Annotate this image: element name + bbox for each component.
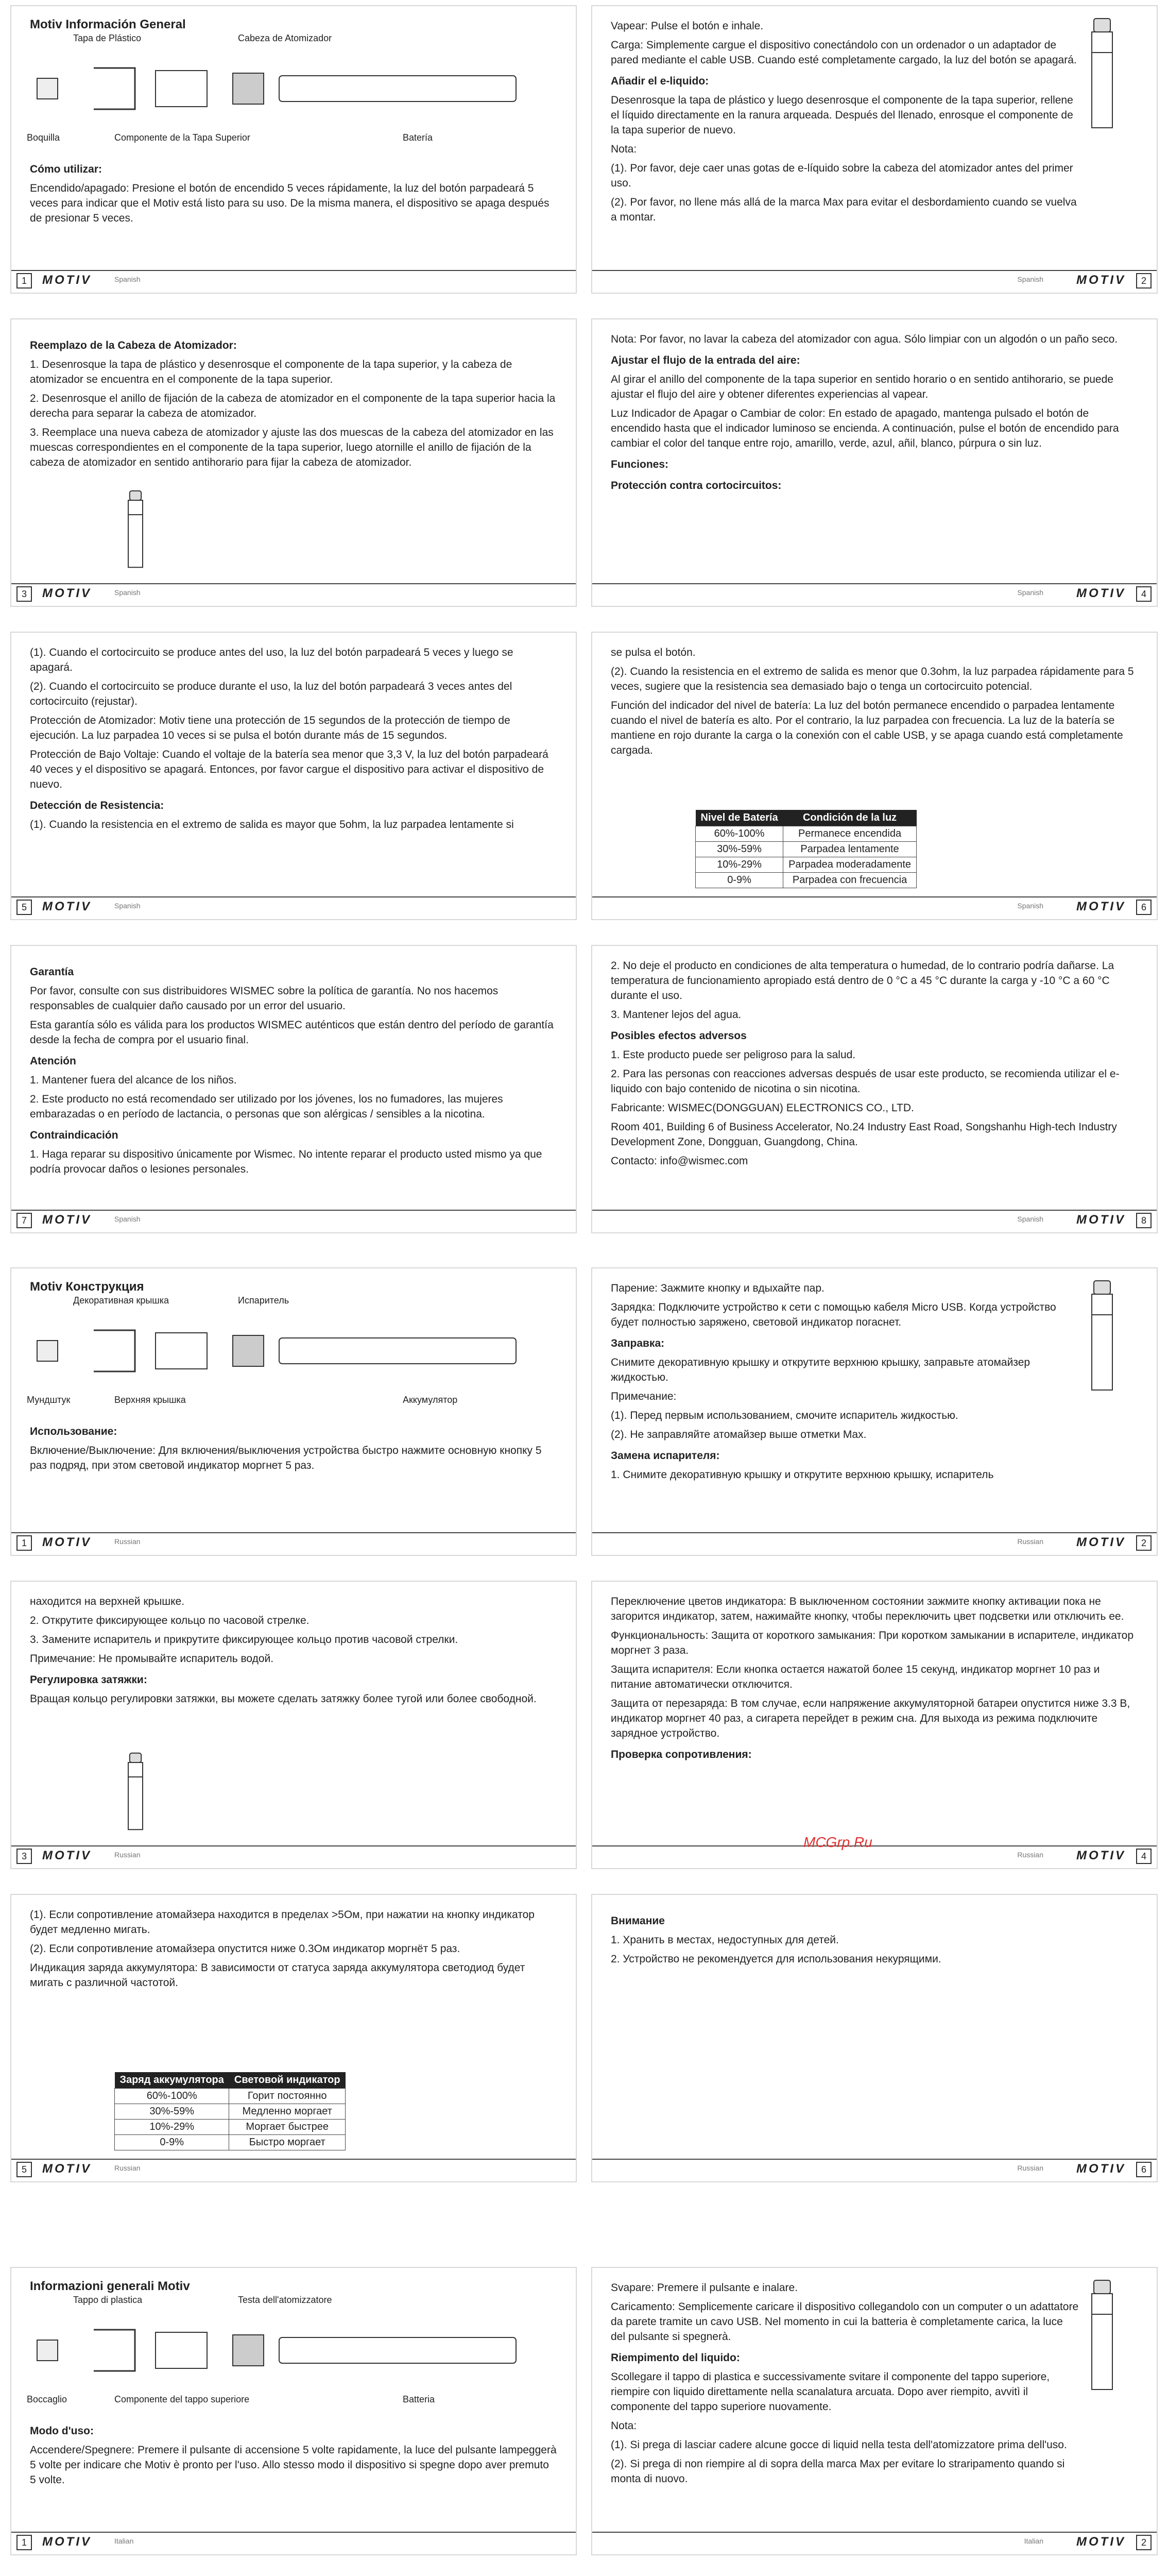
page-footer [592,583,1157,602]
language-label: Russian [1017,2164,1043,2172]
section-heading: Cómo utilizar: [30,163,102,175]
page-footer [592,2159,1157,2177]
brand-logo: MOTIV [1076,273,1126,287]
paragraph: (1). Если сопротивление атомайзера находится в пределах >5Ом, при нажатии на кнопку индикатор будет медленно мигать. [30,1909,535,1936]
page-text [30,332,557,474]
page-footer [11,1532,576,1551]
page-footer [11,896,576,915]
paragraph: Fabricante: WISMEC(DONGGUAN) ELECTRONICS CO., LTD. [611,1102,914,1114]
battery-level-table [695,810,917,888]
table-row: 60%-100% Permanece encendida [696,826,917,842]
paragraph: 3. Reemplace una nueva cabeza de atomizador y ajuste las dos muescas de la cabeza del atomizador en las muescas correspondientes en el componente de la tapa superior, luego atornille el anillo de fijación de la cabeza de atomizador en sentido antihorario para fijar la cabeza de atomizador. [30,427,554,468]
paragraph: Nota: [611,2420,637,2432]
page-footer [11,2159,576,2177]
language-label: Italian [114,2537,134,2545]
section-heading: Замена испарителя: [611,1450,720,1462]
paragraph: Función del indicador del nivel de batería: La luz del botón permanece encendido o parpadea lentamente cuando el nivel de batería es alto. Por el contrario, la luz parpadea con frecuencia. La luz de la batería se mantiene en rojo durante la carga o la conexión con el cable USB, y se apaga cuando está completamente cargada. [611,700,1123,756]
language-label: Spanish [114,588,141,597]
paragraph: Protección de Bajo Voltaje: Cuando el voltaje de la batería sea menor que 3,3 V, la luz del botón parpadeará 40 veces y el dispositivo se apagará. Entonces, por favor cargue el dispositivo para activar el dispositivo de nuevo. [30,749,548,790]
manual-page-spanish-1 [10,5,577,294]
page-text [611,19,1079,229]
page-footer [592,2532,1157,2550]
page-number: 2 [1136,273,1152,289]
paragraph: Scollegare il tappo di plastica e successivamente svitare il componente del tappo superiore, riempire con liquido direttamente nella scanalatura arcuata. Dopo aver riempito, avvitì il componente del tappo superiore nuovamente. [611,2371,1050,2413]
table-header: Nivel de Batería [696,810,783,826]
page-text [30,958,557,1181]
paragraph: 1. Este producto puede ser peligroso para la salud. [611,1049,856,1061]
paragraph: 3. Замените испаритель и прикрутите фиксирующее кольцо против часовой стрелки. [30,1634,458,1646]
language-label: Spanish [1017,588,1043,597]
language-label: Russian [114,1537,141,1546]
brand-logo: MOTIV [42,900,92,913]
section-heading: Posibles efectos adversos [611,1030,747,1042]
diagram-label: Верхняя крышка [114,1395,186,1405]
paragraph: Переключение цветов индикатора: В выключенном состоянии зажмите кнопку активации пока не загорится индикатор, затем, нажимайте кнопку, чтобы переключить цвет подсветки или отключить ее. [611,1596,1124,1622]
paragraph: (1). Si prega di lasciar cadere alcune gocce di liquid nella testa dell'atomizzatore prima dell'uso. [611,2439,1067,2451]
section-heading: Funciones: [611,459,669,470]
paragraph: 2. Desenrosque el anillo de fijación de la cabeza de atomizador en el componente de la tapa superior hacia la derecha para separar la cabeza de atomizador. [30,393,556,419]
page-number: 8 [1136,1213,1152,1228]
paragraph: (2). Si prega di non riempire al di sopra della marca Max per evitare lo straripamento quando si monta di nuovo. [611,2458,1065,2485]
page-text [30,156,557,230]
brand-logo: MOTIV [42,1535,92,1549]
table-header: Заряд аккумулятора [115,2072,229,2089]
manual-page-italian-1 [10,2267,577,2555]
table-header: Световой индикатор [229,2072,346,2089]
section-heading: Использование: [30,1426,117,1437]
brand-logo: MOTIV [1076,1849,1126,1862]
paragraph: Al girar el anillo del componente de la tapa superior en sentido horario o en sentido antihorario, se puede ajustar el flujo del aire y obtener diferentes experiencias al vapear. [611,374,1113,400]
manual-page-russian-6 [591,1894,1158,2182]
section-heading: Внимание [611,1915,665,1927]
section-heading: Reemplazo de la Cabeza de Atomizador: [30,340,237,351]
section-heading: Garantía [30,966,74,978]
paragraph: Примечание: Не промывайте испаритель водой. [30,1653,274,1665]
language-label: Russian [1017,1537,1043,1546]
diagram-label: Tappo di plastica [73,2295,143,2305]
paragraph: (1). Перед первым использованием, смочите испаритель жидкостью. [611,1410,958,1421]
page-text [30,645,557,836]
page-number: 5 [16,2162,32,2177]
paragraph: (1). Por favor, deje caer unas gotas de e-líquido sobre la cabeza del atomizador antes del primer uso. [611,162,1073,189]
section-heading: Detección de Resistencia: [30,800,164,811]
section-heading: Contraindicación [30,1129,118,1141]
section-heading: Заправка: [611,1337,665,1349]
language-label: Spanish [114,1215,141,1223]
diagram-label: Декоративная крышка [73,1295,169,1306]
diagram-label: Boccaglio [27,2394,67,2404]
paragraph: Парение: Зажмите кнопку и вдыхайте пар. [611,1282,825,1294]
brand-logo: MOTIV [42,586,92,600]
paragraph: Функциональность: Защита от короткого замыкания: При коротком замыкании в испарителе, индикатор моргнет 3 раза. [611,1630,1134,1656]
paragraph: Снимите декоративную крышку и открутите верхнюю крышку, заправьте атомайзер жидкостью. [611,1357,1030,1383]
paragraph: Por favor, consulte con sus distribuidores WISMEC sobre la política de garantía. No nos hacemos responsables de cualquier daño causado por un error del usuario. [30,985,499,1012]
diagram-label: Batería [403,132,433,143]
exploded-view-diagram [32,2314,547,2386]
paragraph: 2. No deje el producto en condiciones de alta temperatura o humedad, de lo contrario podría dañarse. La temperatura de funcionamiento apropiado está dentro de 0 °C a 45 °C durante la carga y -10 °C a 60 °C durante el uso. [611,960,1114,1002]
diagram-label: Мундштук [27,1395,71,1405]
paragraph: (2). Cuando el cortocircuito se produce durante el uso, la luz del botón parpadeará 3 veces antes del cortocircuito (rejustar). [30,681,512,707]
paragraph: (2). Por favor, no llene más allá de la marca Max para evitar el desbordamiento cuando se vuelva a montar. [611,196,1077,223]
table-row: 10%-29% Моргает быстрее [115,2120,346,2135]
page-footer [592,1210,1157,1228]
page-number: 3 [16,586,32,602]
paragraph: 1. Haga reparar su dispositivo únicamente por Wismec. No intente reparar el producto usted mismo ya que podría provocar daños o lesiones personales. [30,1148,542,1175]
manual-page-spanish-5 [10,632,577,920]
manual-page-russian-1 [10,1267,577,1556]
device-illustration [1087,16,1118,130]
diagram-label: Batteria [403,2394,435,2404]
page-title: Motiv Конструкция [30,1280,144,1294]
watermark: MCGrp.Ru [803,1834,872,1850]
brand-logo: MOTIV [1076,900,1126,913]
section-heading: Protección contra cortocircuitos: [611,480,782,492]
language-label: Spanish [114,902,141,910]
paragraph: Индикация заряда аккумулятора: В зависимости от статуса заряда аккумулятора светодиод будет мигать с различной частотой. [30,1962,525,1989]
diagram-label: Cabeza de Atomizador [238,33,332,43]
page-text [30,1594,557,1710]
section-heading: Ajustar el flujo de la entrada del aire: [611,354,800,366]
page-text [611,1594,1138,1766]
paragraph: Svapare: Premere il pulsante e inalare. [611,2282,798,2294]
page-footer [11,1845,576,1864]
table-header: Condición de la luz [783,810,917,826]
paragraph: Carga: Simplemente cargue el dispositivo conectándolo con un ordenador o un adaptador de pared mediante el cable USB. Cuando esté completamente cargado, la luz del botón se apagará. [611,39,1077,66]
page-number: 7 [16,1213,32,1228]
paragraph: (1). Cuando el cortocircuito se produce antes del uso, la luz del botón parpadeará 5 veces y luego se apagará. [30,647,513,673]
page-number: 4 [1136,1849,1152,1864]
page-number: 3 [16,1849,32,1864]
manual-page-italian-2 [591,2267,1158,2555]
paragraph: Protección de Atomizador: Motiv tiene una protección de 15 segundos de la protección de tiempo de ejecución. La luz parpadea 10 veces si se pulsa el botón durante más de 15 segundos. [30,715,510,741]
paragraph: (2). Если сопротивление атомайзера опустится ниже 0.3Ом индикатор моргнёт 5 раз. [30,1943,460,1955]
section-heading: Проверка сопротивления: [611,1749,752,1760]
page-text [30,1418,557,1477]
paragraph: 2. Para las personas con reacciones adversas después de usar este producto, se recomienda utilizar el e-liquido con bajo contenido de nicotina o sin nicotina. [611,1068,1120,1095]
manual-page-spanish-6 [591,632,1158,920]
page-footer [592,1532,1157,1551]
page-number: 1 [16,1535,32,1551]
diagram-label: Tapa de Plástico [73,33,142,43]
section-heading: Añadir el e-liquido: [611,75,709,87]
brand-logo: MOTIV [1076,1535,1126,1549]
paragraph: Nota: Por favor, no lavar la cabeza del atomizador con agua. Sólo limpiar con un algodón o un paño seco. [611,333,1118,345]
diagram-label: Testa dell'atomizzatore [238,2295,332,2305]
page-footer [592,270,1157,289]
brand-logo: MOTIV [42,2535,92,2549]
paragraph: Vapear: Pulse el botón e inhale. [611,20,764,32]
brand-logo: MOTIV [1076,2535,1126,2549]
section-heading: Riempimento del liquido: [611,2352,740,2364]
table-row: 10%-29% Parpadea moderadamente [696,857,917,873]
manual-page-spanish-4 [591,318,1158,607]
paragraph: Защита испарителя: Если кнопка остается нажатой более 15 секунд, индикатор моргнет 10 раз и питание автоматически отключится. [611,1664,1100,1690]
page-footer [11,1210,576,1228]
paragraph: 2. Este producto no está recomendado ser utilizado por los jóvenes, los no fumadores, las mujeres embarazadas o en período de lactancia, o personas que son alérgicas / sensibles a la nicotina. [30,1093,503,1120]
page-text [30,2417,557,2492]
paragraph: 2. Устройство не рекомендуется для использования некурящими. [611,1953,941,1965]
paragraph: Зарядка: Подключите устройство к сети с помощью кабеля Micro USB. Когда устройство будет полностью заряжено, световой индикатор погаснет. [611,1301,1056,1328]
diagram-label: Componente de la Tapa Superior [114,132,250,143]
brand-logo: MOTIV [1076,1213,1126,1227]
page-footer [592,896,1157,915]
page-footer [11,2532,576,2550]
paragraph: Esta garantía sólo es válida para los productos WISMEC auténticos que están dentro del período de garantía desde la fecha de compra por el usuario final. [30,1019,554,1046]
paragraph: 1. Mantener fuera del alcance de los niños. [30,1074,237,1086]
paragraph: Encendido/apagado: Presione el botón de encendido 5 veces rápidamente, la luz del botón parpadeará 5 veces para indicar que el Motiv está listo para su uso. De la misma manera, el dispositivo se apaga después de presionar 5 veces. [30,182,549,224]
page-text [611,1907,1138,1971]
paragraph: находится на верхней крышке. [30,1596,185,1607]
language-label: Spanish [114,275,141,283]
table-row: 0-9% Быстро моргает [115,2135,346,2150]
table-row: 30%-59% Parpadea lentamente [696,842,917,857]
paragraph: Включение/Выключение: Для включения/выключения устройства быстро нажмите основную кнопку 5 раз подряд, при этом световой индикатор моргнет 5 раз. [30,1445,542,1471]
device-illustration [125,489,146,569]
manual-page-spanish-7 [10,945,577,1233]
paragraph: (1). Cuando la resistencia en el extremo de salida es mayor que 5ohm, la luz parpadea lentamente si [30,819,514,831]
page-text [611,2280,1079,2490]
language-label: Spanish [1017,1215,1043,1223]
page-number: 4 [1136,586,1152,602]
paragraph: se pulsa el botón. [611,647,696,658]
paragraph: Caricamento: Semplicemente caricare il dispositivo collegandolo con un computer o un adattatore da parete tramite un cavo USB. Nel momento in cui la batteria è completamente carica, la luce del pulsante si spegnerà. [611,2301,1079,2343]
page-number: 6 [1136,900,1152,915]
paragraph: 2. Открутите фиксирующее кольцо по часовой стрелке. [30,1615,310,1626]
manual-page-russian-5 [10,1894,577,2182]
page-number: 1 [16,2535,32,2550]
language-label: Russian [114,2164,141,2172]
table-row: 30%-59% Медленно моргает [115,2104,346,2120]
page-text [611,958,1138,1173]
manual-page-russian-2 [591,1267,1158,1556]
page-text [30,1907,557,1994]
page-title: Motiv Información General [30,18,186,31]
manual-page-russian-3 [10,1581,577,1869]
device-illustration [1087,1279,1118,1392]
page-text [611,1281,1079,1486]
brand-logo: MOTIV [42,1849,92,1862]
diagram-label: Испаритель [238,1295,289,1306]
page-number: 5 [16,900,32,915]
manual-page-russian-4 [591,1581,1158,1869]
language-label: Russian [1017,1851,1043,1859]
paragraph: Desenrosque la tapa de plástico y luego desenrosque el componente de la tapa superior, rellene el líquido directamente en la ranura arqueada. Después del llenado, enrosque el componente de la tapa superior de nuevo. [611,94,1073,136]
page-number: 2 [1136,1535,1152,1551]
section-heading: Atención [30,1055,76,1067]
device-illustration [1087,2278,1118,2392]
brand-logo: MOTIV [42,2162,92,2176]
paragraph: Вращая кольцо регулировки затяжки, вы можете сделать затяжку более тугой или более свободной. [30,1693,537,1705]
manual-page-spanish-2 [591,5,1158,294]
brand-logo: MOTIV [42,273,92,287]
paragraph: Accendere/Spegnere: Premere il pulsante di accensione 5 volte rapidamente, la luce del pulsante lampeggerà 5 volte per indicare che Motiv è pronto per l'uso. Allo stesso modo il dispositivo si spegne dopo aver premuto 5 volte. [30,2444,557,2486]
device-illustration [125,1752,146,1831]
paragraph: Luz Indicador de Apagar o Cambiar de color: En estado de apagado, mantenga pulsado el botón de encendido hasta que el indicador luminoso se encienda. A continuación, pulse el botón de encendido para cambiar el color del tanque entre rojo, amarillo, verde, azul, añil, blanco, púrpura o sin luz. [611,408,1119,449]
paragraph: 1. Снимите декоративную крышку и открутите верхнюю крышку, испаритель [611,1469,994,1481]
paragraph: Примечание: [611,1391,677,1402]
language-label: Spanish [1017,902,1043,910]
diagram-label: Boquilla [27,132,60,143]
paragraph: Защита от перезаряда: В том случае, если напряжение аккумуляторной батареи опустится ниже 3.3 В, индикатор моргнет 40 раз, а сигарета перейдет в режим сна. Для выхода из режима подключите зарядное устройство. [611,1698,1130,1739]
diagram-label: Componente del tappo superiore [114,2394,250,2404]
exploded-view-diagram [32,1315,547,1387]
table-row: 60%-100% Горит постоянно [115,2089,346,2104]
table-row: 0-9% Parpadea con frecuencia [696,873,917,888]
page-text [611,332,1138,497]
page-title: Informazioni generali Motiv [30,2279,190,2293]
manual-page-spanish-8 [591,945,1158,1233]
paragraph: Room 401, Building 6 of Business Accelerator, No.24 Industry East Road, Songshanhu High-tech Industry Development Zone, Dongguan, Guangdong, China. [611,1121,1117,1148]
page-number: 2 [1136,2535,1152,2550]
paragraph: 1. Desenrosque la tapa de plástico y desenrosque el componente de la tapa superior, y la cabeza de atomizador se encuentra en el componente de la tapa superior. [30,359,512,385]
exploded-view-diagram [32,53,547,125]
page-number: 6 [1136,2162,1152,2177]
battery-level-table [114,2072,346,2150]
paragraph: (2). Не заправляйте атомайзер выше отметки Max. [611,1429,867,1440]
brand-logo: MOTIV [42,1213,92,1227]
page-footer [11,583,576,602]
language-label: Italian [1024,2537,1043,2545]
section-heading: Modo d'uso: [30,2425,94,2437]
section-heading: Регулировка затяжки: [30,1674,147,1686]
paragraph: Nota: [611,143,637,155]
manual-page-spanish-3 [10,318,577,607]
paragraph: (2). Cuando la resistencia en el extremo de salida es menor que 0.3ohm, la luz parpadea rápidamente para 5 veces, sugiere que la resistencia sea demasiado bajo o tenga un cortocircuito potencial. [611,666,1134,692]
brand-logo: MOTIV [1076,586,1126,600]
paragraph: 1. Хранить в местах, недоступных для детей. [611,1934,839,1946]
language-label: Spanish [1017,275,1043,283]
paragraph: 3. Mantener lejos del agua. [611,1009,742,1021]
diagram-label: Аккумулятор [403,1395,458,1405]
language-label: Russian [114,1851,141,1859]
page-text [611,645,1138,762]
brand-logo: MOTIV [1076,2162,1126,2176]
page-footer [11,270,576,289]
page-number: 1 [16,273,32,289]
paragraph: Contacto: info@wismec.com [611,1155,748,1167]
page-footer [592,1845,1157,1864]
